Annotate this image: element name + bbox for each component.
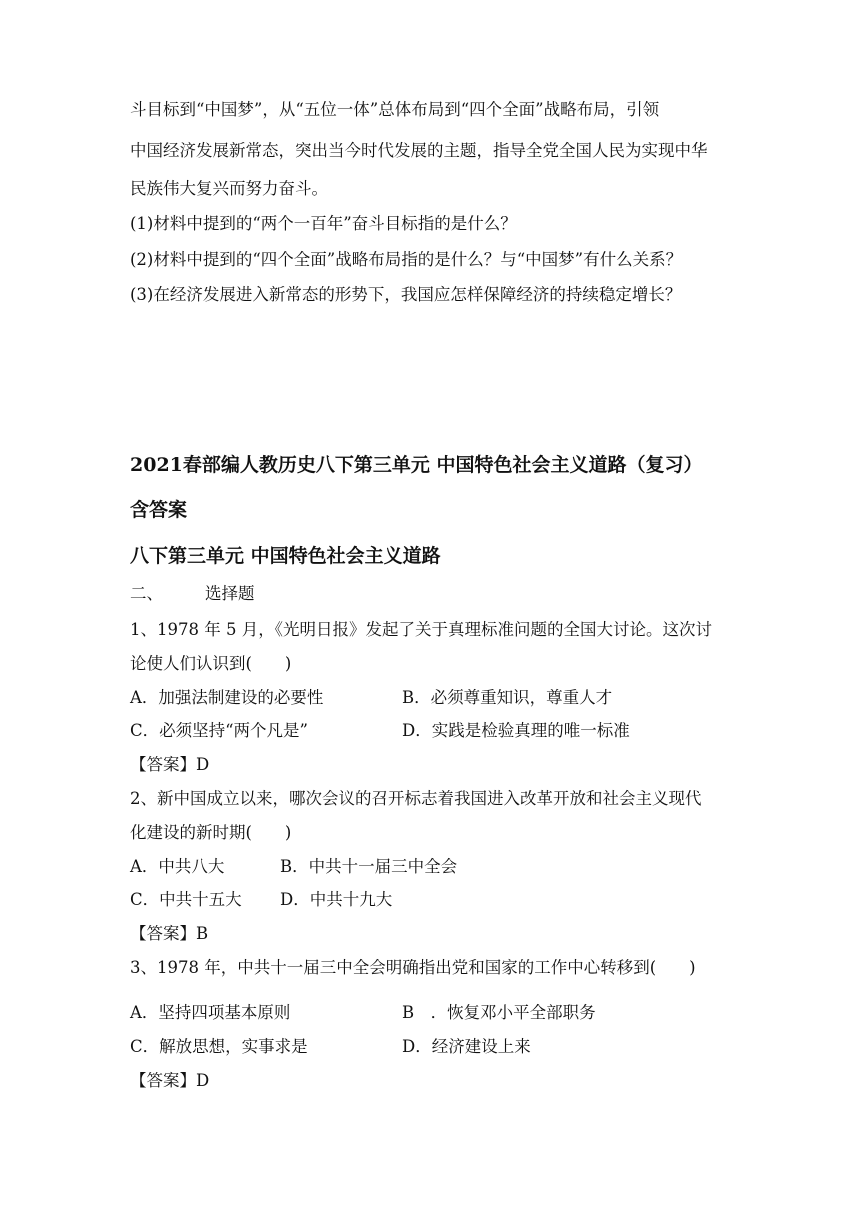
- q1-option-a: A．加强法制建设的必要性: [130, 688, 324, 707]
- material-question-2: (2)材料中提到的“四个全面”战略布局指的是什么？与“中国梦”有什么关系？: [130, 250, 683, 269]
- q2-option-b: B．中共十一届三中全会: [280, 857, 458, 876]
- material-question-1: (1)材料中提到的“两个一百年”奋斗目标指的是什么？: [130, 214, 517, 233]
- section-label: 选择题: [205, 584, 255, 603]
- question-3-stem: 3、1978 年，中共十一届三中全会明确指出党和国家的工作中心转移到( ): [130, 958, 696, 977]
- material-line: 民族伟大复兴而努力奋斗。: [130, 179, 328, 198]
- q2-answer: 【答案】B: [130, 924, 209, 943]
- material-line: 中国经济发展新常态，突出当今时代发展的主题，指导全党全国人民为实现中华: [130, 141, 708, 160]
- document-title-cont: 含答案: [130, 499, 188, 521]
- q2-option-d: D．中共十九大: [280, 890, 393, 909]
- material-line: 斗目标到“中国梦”，从“五位一体”总体布局到“四个全面”战略布局，引领: [130, 100, 660, 119]
- q1-option-b: B．必须尊重知识，尊重人才: [402, 688, 613, 707]
- material-question-3: (3)在经济发展进入新常态的形势下，我国应怎样保障经济的持续稳定增长？: [130, 285, 682, 304]
- q1-answer: 【答案】D: [130, 755, 210, 774]
- q3-option-a: A．坚持四项基本原则: [130, 1003, 291, 1022]
- q1-option-d: D．实践是检验真理的唯一标准: [402, 721, 630, 740]
- question-2-stem-cont: 化建设的新时期( ): [130, 823, 292, 842]
- q3-option-b: B ．恢复邓小平全部职务: [402, 1003, 596, 1022]
- q2-option-a: A．中共八大: [130, 857, 225, 876]
- document-title: 2021春部编人教历史八下第三单元 中国特色社会主义道路（复习）: [130, 454, 703, 476]
- question-2-stem: 2、新中国成立以来，哪次会议的召开标志着我国进入改革开放和社会主义现代: [130, 789, 702, 808]
- q1-option-c: C．必须坚持“两个凡是”: [130, 721, 308, 740]
- question-1-stem-cont: 论使人们认识到( ): [130, 654, 292, 673]
- question-1-stem: 1、1978 年 5 月，《光明日报》发起了关于真理标准问题的全国大讨论。这次讨: [130, 620, 712, 639]
- q3-option-c: C．解放思想，实事求是: [130, 1037, 308, 1056]
- q3-answer: 【答案】D: [130, 1071, 210, 1090]
- q3-option-d: D．经济建设上来: [402, 1037, 531, 1056]
- unit-title: 八下第三单元 中国特色社会主义道路: [130, 545, 441, 567]
- section-number: 二、: [130, 584, 163, 603]
- q2-option-c: C．中共十五大: [130, 890, 242, 909]
- section-heading: [130, 584, 255, 604]
